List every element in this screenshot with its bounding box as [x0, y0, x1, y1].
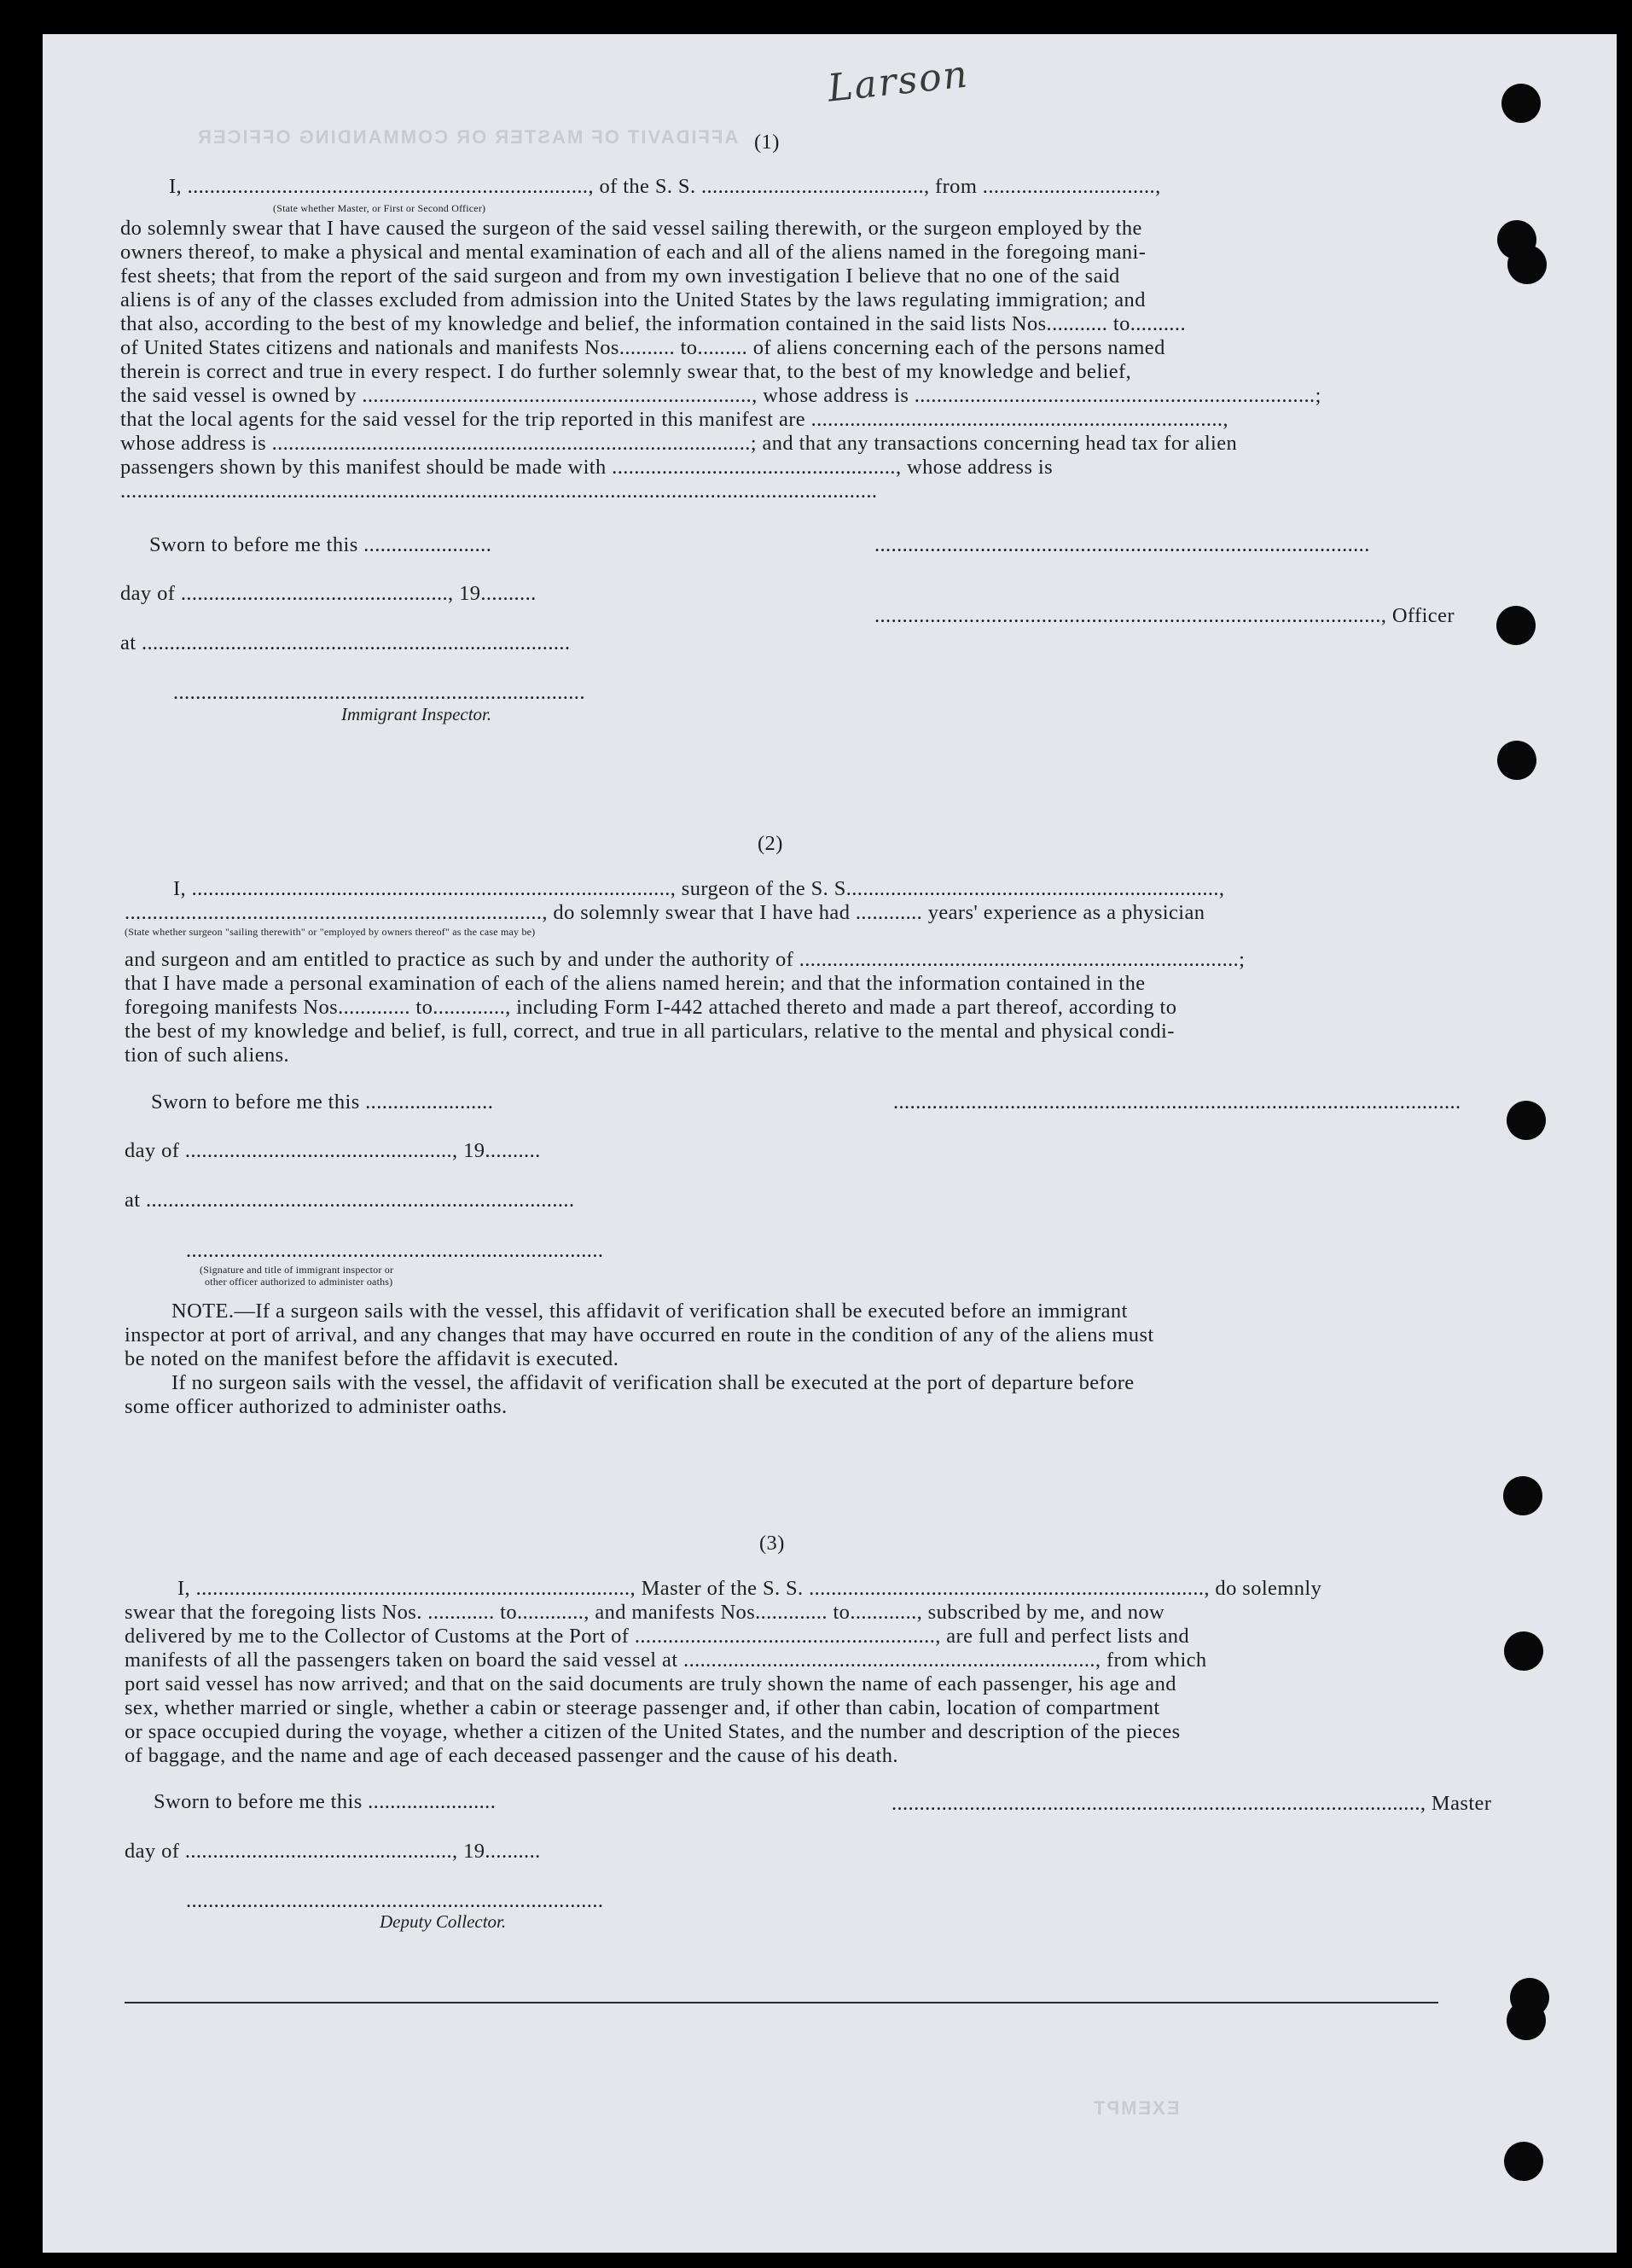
- section-3-line-4: manifests of all the passengers taken on board the said vessel at .........................................................................., from which: [125, 1649, 1207, 1672]
- section-2-at: at .............................................................................: [125, 1189, 575, 1212]
- bottom-rule: [125, 2002, 1438, 2003]
- section-1-line-13: ........................................................................................................................................: [120, 480, 878, 503]
- section-1-line-12: passengers shown by this manifest should be made with ..................................................., whose address is: [120, 456, 1054, 479]
- section-3-sworn: Sworn to before me this .......................: [154, 1790, 497, 1813]
- section-3-heading: (3): [759, 1532, 785, 1555]
- section-2-line-1: I, ......................................................................................, surgeon of the S. S...................................................................,: [173, 877, 1225, 900]
- punch-hole-8: [1504, 1631, 1543, 1671]
- section-1-line-3: owners thereof, to make a physical and mental examination of each and all of the aliens named in the foregoing mani-: [120, 241, 1147, 264]
- document-page: [43, 34, 1617, 2253]
- section-3-line-1: I, .............................................................................., Master of the S. S. ......................................................................., do solemnly: [177, 1577, 1322, 1600]
- punch-hole-6: [1507, 1101, 1546, 1140]
- section-1-sworn: Sworn to before me this .......................: [149, 533, 492, 556]
- section-1-line-10: that the local agents for the said vessel for the trip reported in this manifest are ..........................................................................,: [120, 408, 1228, 431]
- section-1-inspector-title: Immigrant Inspector.: [341, 704, 492, 724]
- punch-hole-7: [1503, 1476, 1542, 1515]
- note-line-5: some officer authorized to administer oaths.: [125, 1395, 508, 1418]
- section-2-signature-line: ......................................................................................................: [893, 1090, 1461, 1114]
- section-1-day: day of ................................................, 19..........: [120, 582, 537, 605]
- note-line-1: NOTE.—If a surgeon sails with the vessel, this affidavit of verification shall be executed before an immigrant: [171, 1300, 1128, 1323]
- section-3-line-7: or space occupied during the voyage, whether a citizen of the United States, and the number and description of the pieces: [125, 1720, 1181, 1743]
- section-3-line-8: of baggage, and the name and age of each deceased passenger and the cause of his death.: [125, 1744, 898, 1767]
- surgeon-status-note: (State whether surgeon "sailing therewith" or "employed by owners thereof" as the case may be): [125, 926, 536, 938]
- section-1-line-9: the said vessel is owned by ......................................................................, whose address is ........................................................................;: [120, 384, 1321, 407]
- section-2-line-4: that I have made a personal examination of each of the aliens named herein; and that the information contained in the: [125, 972, 1146, 995]
- section-2-inspector-line: ...........................................................................: [186, 1239, 604, 1262]
- section-1-line-11: whose address is ......................................................................................; and that any transactions concerning head tax for alien: [120, 432, 1238, 455]
- section-2-line-2: ..........................................................................., do solemnly swear that I have had ............ years' experience as a physician: [125, 901, 1205, 924]
- note-line-2: inspector at port of arrival, and any changes that may have occurred en route in the condition of any of the aliens must: [125, 1323, 1154, 1346]
- section-2-line-5: foregoing manifests Nos............. to............., including Form I-442 attached thereto and made a part thereof, according to: [125, 996, 1177, 1019]
- section-2-line-6: the best of my knowledge and belief, is full, correct, and true in all particulars, relative to the mental and physical condi-: [125, 1020, 1175, 1043]
- punch-hole-4: [1496, 606, 1536, 645]
- section-3-line-3: delivered by me to the Collector of Customs at the Port of ......................................................, are full and perfect lists and: [125, 1625, 1190, 1648]
- section-1-line-1: I, ........................................................................, of the S. S. ........................................, from ...............................,: [169, 175, 1161, 198]
- section-3-deputy-line: ...........................................................................: [186, 1889, 604, 1912]
- section-1-line-6: that also, according to the best of my knowledge and belief, the information contained in the said lists Nos........... to..........: [120, 312, 1186, 335]
- section-2-heading: (2): [758, 832, 783, 855]
- officer-rank-note: (State whether Master, or First or Second Officer): [273, 202, 486, 214]
- punch-hole-3: [1507, 245, 1547, 284]
- section-1-signature-line: .........................................................................................: [874, 533, 1370, 556]
- section-2-day: day of ................................................, 19..........: [125, 1139, 541, 1162]
- section-2-sworn: Sworn to before me this .......................: [151, 1090, 494, 1114]
- section-2-line-7: tion of such aliens.: [125, 1044, 290, 1067]
- section-3-line-2: swear that the foregoing lists Nos. ............ to............, and manifests Nos............. to............, subscribed by me, and now: [125, 1601, 1165, 1624]
- section-1-line-2: do solemnly swear that I have caused the surgeon of the said vessel sailing therewith, or the surgeon employed by the: [120, 217, 1142, 240]
- punch-hole-10: [1507, 2001, 1546, 2040]
- section-3-day: day of ................................................, 19..........: [125, 1840, 541, 1863]
- section-1-line-7: of United States citizens and nationals and manifests Nos.......... to......... of aliens concerning each of the persons named: [120, 336, 1165, 359]
- section-1-line-5: aliens is of any of the classes excluded from admission into the United States by the laws regulating immigration; and: [120, 288, 1146, 311]
- punch-hole-1: [1501, 84, 1541, 123]
- note-line-3: be noted on the manifest before the affidavit is executed.: [125, 1347, 619, 1370]
- section-2-inspector-note-1: (Signature and title of immigrant inspector or: [200, 1264, 394, 1276]
- handwritten-signature: Larson: [825, 52, 972, 111]
- section-1-officer-line: ..........................................................................................., Officer: [874, 604, 1455, 627]
- section-3-line-5: port said vessel has now arrived; and that on the said documents are truly shown the name of each passenger, his age and: [125, 1672, 1176, 1695]
- section-3-line-6: sex, whether married or single, whether a cabin or steerage passenger and, if other than cabin, location of compartment: [125, 1696, 1160, 1719]
- section-3-master-line: ..............................................................................................., Master: [892, 1792, 1492, 1815]
- bleed-through-text-top: AFFIDAVIT OF MASTER OR COMMANDING OFFICER: [196, 126, 739, 148]
- section-1-heading: (1): [754, 131, 780, 154]
- section-1-inspector-line: ..........................................................................: [173, 681, 585, 704]
- punch-hole-5: [1497, 741, 1536, 780]
- section-3-deputy-title: Deputy Collector.: [380, 1911, 507, 1932]
- section-1-line-8: therein is correct and true in every respect. I do further solemnly swear that, to the best of my knowledge and belief,: [120, 360, 1132, 383]
- section-2-inspector-note-2: other officer authorized to administer oaths): [205, 1276, 393, 1288]
- punch-hole-11: [1504, 2142, 1543, 2181]
- note-line-4: If no surgeon sails with the vessel, the affidavit of verification shall be executed at the port of departure before: [171, 1371, 1135, 1394]
- section-2-line-3: and surgeon and am entitled to practice as such by and under the authority of ...............................................................................;: [125, 948, 1246, 971]
- section-1-at: at .............................................................................: [120, 631, 571, 654]
- section-1-line-4: fest sheets; that from the report of the said surgeon and from my own investigation I believe that no one of the said: [120, 265, 1120, 288]
- bleed-through-text-bottom: EXEMPT: [1092, 2097, 1180, 2119]
